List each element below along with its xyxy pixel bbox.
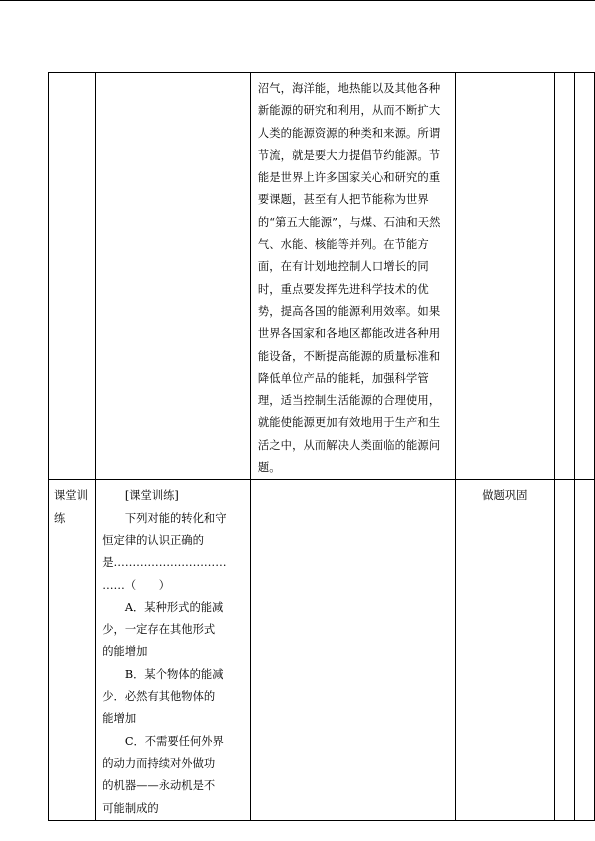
question-line: 是………………………… [102, 556, 227, 570]
question-line: ……（ ） [102, 578, 171, 592]
lesson-table [48, 72, 595, 821]
option-c: C．不需要任何外界 [124, 734, 224, 748]
activity-note: 做题巩固 [456, 480, 554, 820]
option-a: 少，一定存在其他形式 [102, 623, 216, 637]
table-cell [554, 480, 574, 820]
exercise-title: [课堂训练] [124, 489, 179, 503]
option-c: 的动力而持续对外做功 [102, 756, 216, 770]
option-b: 少．必然有其他物体的 [102, 690, 216, 704]
energy-paragraph: 沼气，海洋能，地热能以及其他各种新能源的研究和利用，从而不断扩大人类的能源资源的种类和来源。所谓节流，就是要大力提倡节约能源。节能是世界上许多国家关心和研究的重要课题，甚至有人把节能称为世界的“第五大能源”，与煤、石油和天然气、水能、核能等并列。在节能方面，在有计划地控制人口增长的同时，重点要发挥先进科学技术的优势，提高各国的能源利用效率。如果世界各国家和各地区都能改进各种用能设备，不断提高能源的质量标准和降低单位产品的能耗，加强科学管理，适当控制生活能源的合理使用，就能使能源更加有效地用于生产和生活之中，从而解决人类面临的能源问题。 [250, 73, 455, 480]
question-line: 下列对能的转化和守 [124, 511, 227, 525]
option-a: 的能增加 [102, 645, 148, 659]
option-c: 的机器——永动机是不 [102, 779, 216, 793]
table-cell [49, 73, 96, 480]
table-cell [574, 480, 594, 820]
table-cell [456, 73, 554, 480]
section-label: 课堂训练 [49, 480, 96, 820]
option-b: 能增加 [102, 712, 137, 726]
option-b: B．某个物体的能减 [124, 667, 224, 681]
table-row [49, 73, 595, 480]
table-cell [574, 73, 594, 480]
question-line: 恒定律的认识正确的 [102, 533, 204, 547]
table-cell [554, 73, 574, 480]
table-cell [250, 480, 455, 820]
table-cell [96, 73, 251, 480]
exercise-cell [96, 480, 251, 820]
option-c: 可能制成的 [102, 801, 159, 815]
table-row [49, 480, 595, 820]
option-a: A．某种形式的能减 [124, 600, 224, 614]
header-rule [0, 0, 595, 1]
